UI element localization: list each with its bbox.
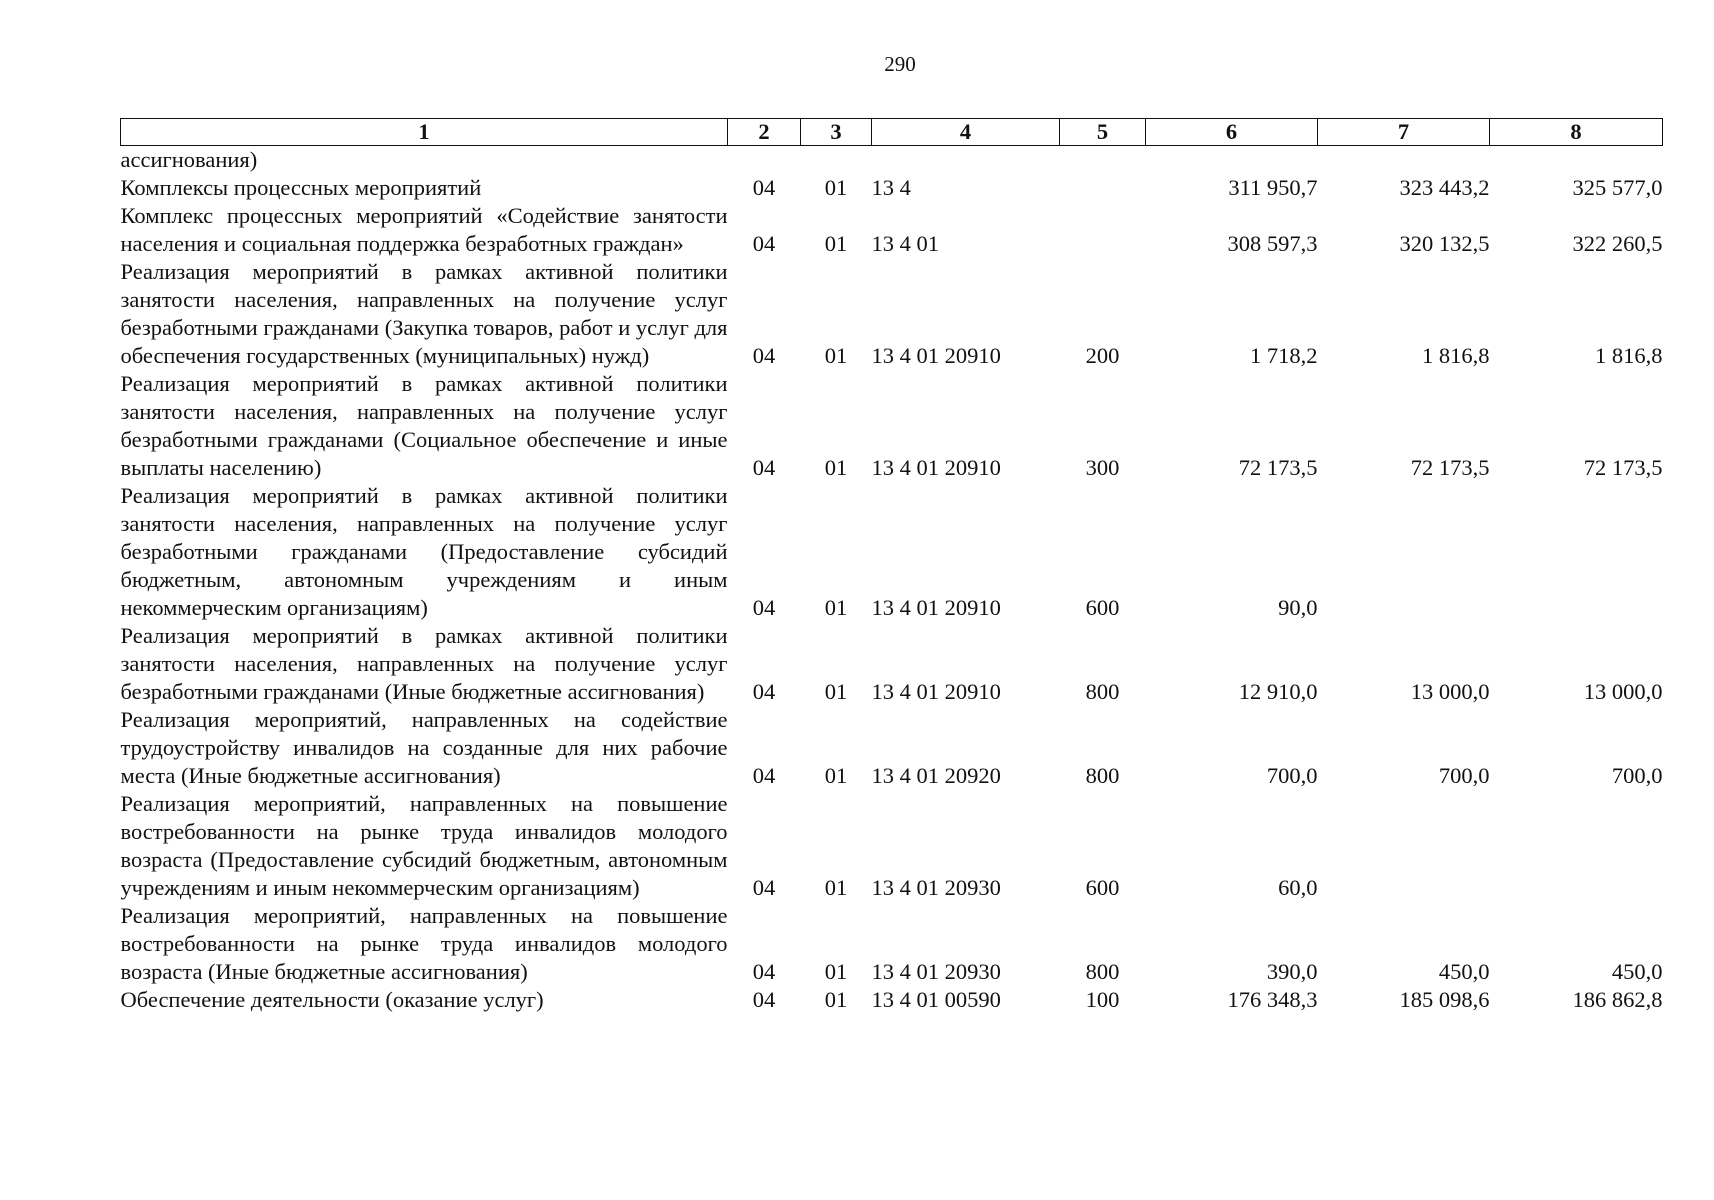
subsection-code: 01 [824, 455, 848, 480]
amount-column-6: 60,0 [1278, 875, 1318, 900]
column-header-4: 4 [872, 119, 1060, 146]
table-row [121, 146, 1663, 175]
amount-column-8: 72 173,5 [1583, 455, 1663, 480]
amount-column-8: 450,0 [1611, 959, 1663, 984]
amount-column-8: 700,0 [1611, 763, 1663, 788]
expense-type-code: 300 [1085, 455, 1120, 480]
row-name: Реализация мероприятий в рамках активной политики занятости населения, направленных на получение услуг безработными гражданами (Иные бюджетные ассигнования) [120, 623, 728, 704]
section-code: 04 [752, 679, 776, 704]
column-header-3: 3 [801, 119, 872, 146]
amount-column-7: 320 132,5 [1399, 231, 1490, 256]
section-code: 04 [752, 343, 776, 368]
column-header-2: 2 [728, 119, 801, 146]
amount-column-7: 323 443,2 [1399, 175, 1490, 200]
section-code: 04 [752, 763, 776, 788]
table-row [121, 258, 1663, 370]
row-name: Комплексы процессных мероприятий [120, 175, 482, 200]
expense-type-code: 100 [1085, 987, 1120, 1012]
expense-type-code [1060, 174, 1146, 202]
column-header-1: 1 [121, 119, 728, 146]
amount-column-8: 1 816,8 [1595, 343, 1663, 368]
amount-column-7 [1318, 482, 1490, 622]
amount-column-8: 325 577,0 [1572, 175, 1663, 200]
table-row [121, 622, 1663, 706]
subsection-code: 01 [824, 595, 848, 620]
row-name: Реализация мероприятий, направленных на повышение востребованности на рынке труда инвалидов молодого возраста (Предоставление субсидий бюджетным, автономным учреждениям и иным некоммерческим организациям) [120, 791, 728, 900]
expense-type-code [1060, 202, 1146, 258]
amount-column-8: 13 000,0 [1583, 679, 1663, 704]
section-code [728, 146, 801, 175]
amount-column-6: 176 348,3 [1227, 987, 1318, 1012]
budget-table [120, 118, 1663, 1014]
row-name: Комплекс процессных мероприятий «Содействие занятости населения и социальная поддержка безработных граждан» [120, 203, 728, 256]
target-article-code [872, 146, 1060, 175]
row-name: Реализация мероприятий, направленных на повышение востребованности на рынке труда инвалидов молодого возраста (Иные бюджетные ассигнования) [120, 903, 728, 984]
amount-column-7: 13 000,0 [1410, 679, 1490, 704]
row-name: Обеспечение деятельности (оказание услуг) [120, 987, 544, 1012]
section-code: 04 [752, 875, 776, 900]
amount-column-6: 1 718,2 [1250, 343, 1318, 368]
section-code: 04 [752, 175, 776, 200]
subsection-code: 01 [824, 987, 848, 1012]
amount-column-7: 72 173,5 [1410, 455, 1490, 480]
table-row [121, 706, 1663, 790]
amount-column-7: 185 098,6 [1399, 987, 1490, 1012]
row-name: Реализация мероприятий в рамках активной политики занятости населения, направленных на получение услуг безработными гражданами (Социальное обеспечение и иные выплаты населению) [120, 371, 728, 480]
section-code: 04 [752, 987, 776, 1012]
target-article-code: 13 4 01 20920 [871, 763, 1001, 788]
page-number: 290 [884, 52, 916, 76]
amount-column-7 [1318, 790, 1490, 902]
table-row [121, 202, 1663, 258]
expense-type-code: 600 [1085, 875, 1120, 900]
target-article-code: 13 4 01 00590 [871, 987, 1001, 1012]
table-row [121, 986, 1663, 1014]
section-code: 04 [752, 595, 776, 620]
target-article-code: 13 4 01 20910 [871, 343, 1001, 368]
amount-column-8: 322 260,5 [1572, 231, 1663, 256]
amount-column-6 [1146, 146, 1318, 175]
section-code: 04 [752, 455, 776, 480]
row-name: Реализация мероприятий, направленных на содействие трудоустройству инвалидов на созданные для них рабочие места (Иные бюджетные ассигнования) [120, 707, 728, 788]
subsection-code: 01 [824, 175, 848, 200]
table-header [121, 119, 1663, 146]
table-row [121, 370, 1663, 482]
amount-column-6: 390,0 [1266, 959, 1318, 984]
subsection-code: 01 [824, 763, 848, 788]
target-article-code: 13 4 01 20910 [871, 455, 1001, 480]
amount-column-6: 72 173,5 [1238, 455, 1318, 480]
amount-column-8 [1490, 790, 1663, 902]
table-body [121, 146, 1663, 1015]
amount-column-6: 12 910,0 [1238, 679, 1318, 704]
subsection-code: 01 [824, 231, 848, 256]
expense-type-code [1060, 146, 1146, 175]
table-row [121, 174, 1663, 202]
amount-column-7: 1 816,8 [1422, 343, 1490, 368]
table-row [121, 902, 1663, 986]
amount-column-6: 311 950,7 [1228, 175, 1318, 200]
target-article-code: 13 4 01 [871, 231, 939, 256]
amount-column-7 [1318, 146, 1490, 175]
expense-type-code: 600 [1085, 595, 1120, 620]
expense-type-code: 800 [1085, 679, 1120, 704]
expense-type-code: 800 [1085, 959, 1120, 984]
section-code: 04 [752, 231, 776, 256]
subsection-code [801, 146, 872, 175]
row-name: ассигнования) [120, 147, 258, 172]
amount-column-6: 308 597,3 [1227, 231, 1318, 256]
target-article-code: 13 4 01 20930 [871, 959, 1001, 984]
target-article-code: 13 4 01 20910 [871, 679, 1001, 704]
section-code: 04 [752, 959, 776, 984]
amount-column-8: 186 862,8 [1572, 987, 1663, 1012]
amount-column-8 [1490, 146, 1663, 175]
row-name: Реализация мероприятий в рамках активной политики занятости населения, направленных на получение услуг безработными гражданами (Закупка товаров, работ и услуг для обеспечения государственных (муниципальных) нужд) [120, 259, 728, 368]
subsection-code: 01 [824, 875, 848, 900]
expense-type-code: 800 [1085, 763, 1120, 788]
column-header-5: 5 [1060, 119, 1146, 146]
amount-column-6: 700,0 [1266, 763, 1318, 788]
table-row [121, 790, 1663, 902]
expense-type-code: 200 [1085, 343, 1120, 368]
amount-column-6: 90,0 [1278, 595, 1318, 620]
table-row [121, 482, 1663, 622]
column-header-6: 6 [1146, 119, 1318, 146]
target-article-code: 13 4 01 20930 [871, 875, 1001, 900]
amount-column-7: 450,0 [1438, 959, 1490, 984]
column-header-8: 8 [1490, 119, 1663, 146]
row-name: Реализация мероприятий в рамках активной политики занятости населения, направленных на получение услуг безработными гражданами (Предоставление субсидий бюджетным, автономным учреждениям и иным некоммерческим организациям) [120, 483, 728, 620]
column-header-7: 7 [1318, 119, 1490, 146]
target-article-code: 13 4 01 20910 [871, 595, 1001, 620]
subsection-code: 01 [824, 343, 848, 368]
subsection-code: 01 [824, 959, 848, 984]
target-article-code: 13 4 [871, 175, 911, 200]
amount-column-7: 700,0 [1438, 763, 1490, 788]
amount-column-8 [1490, 482, 1663, 622]
subsection-code: 01 [824, 679, 848, 704]
